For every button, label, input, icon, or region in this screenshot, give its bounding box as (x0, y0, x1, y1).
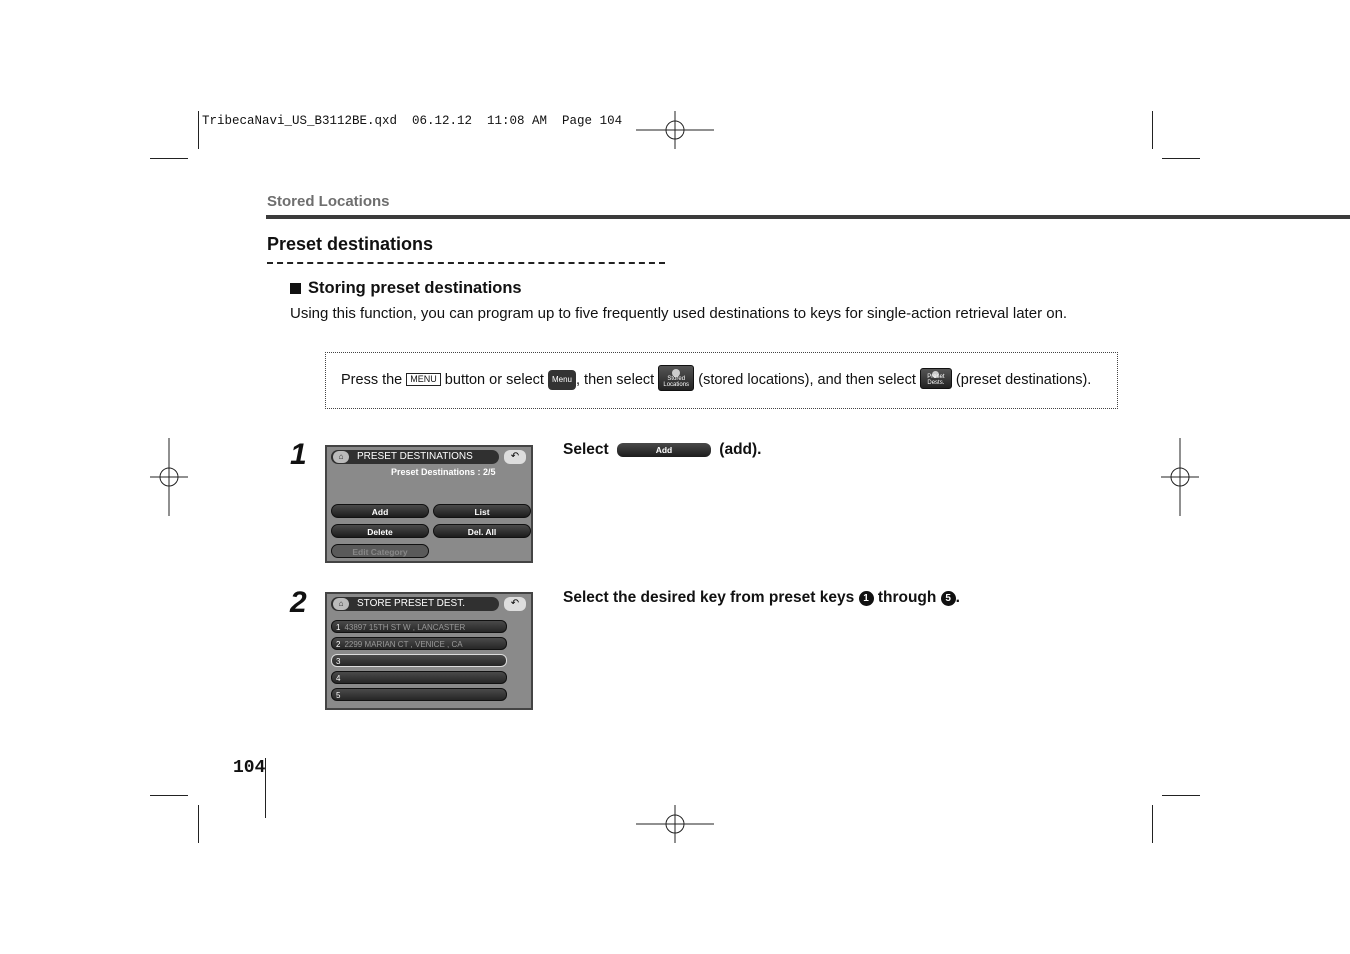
registration-mark-top (636, 91, 714, 169)
screen-title: PRESET DESTINATIONS (331, 450, 499, 464)
preset-key-row[interactable]: 5 (331, 688, 507, 701)
crop-mark (150, 795, 188, 796)
page-title: Preset destinations (267, 234, 434, 254)
step-text-part: Select the desired key from preset keys (563, 589, 859, 606)
screen-title: STORE PRESET DEST. (331, 597, 499, 611)
menu-key-icon: MENU (406, 373, 441, 386)
screen-preset-destinations (325, 445, 533, 563)
circled-number-icon: 1 (859, 591, 874, 606)
subheading-text: Storing preset destinations (308, 279, 522, 297)
screen-subtitle: Preset Destinations : 2/5 (391, 467, 496, 477)
crop-mark (1162, 158, 1200, 159)
preset-dests-icon: Preset Dests. (920, 368, 952, 389)
stored-locations-icon: Stored Locations (658, 365, 694, 391)
step-number: 1 (290, 438, 307, 471)
step-2-text (563, 589, 960, 607)
circled-number-icon: 5 (941, 591, 956, 606)
step-text-part: Select (563, 441, 613, 458)
note-text (341, 365, 1101, 391)
page-number: 104 (233, 758, 266, 778)
registration-mark-left (130, 438, 208, 516)
home-icon[interactable]: ⌂ (333, 598, 349, 610)
section-rule (266, 215, 1350, 219)
home-icon[interactable]: ⌂ (333, 451, 349, 463)
intro-paragraph: Using this function, you can program up to five frequently used destinations to keys for single-action retrieval later on. (290, 305, 1068, 322)
step-text-part: through (873, 589, 941, 606)
list-button[interactable]: List (433, 504, 531, 518)
crop-mark (1162, 795, 1200, 796)
note-text-part: (stored locations), and then select (694, 372, 920, 388)
menu-button-icon: Menu (548, 370, 576, 390)
section-header: Stored Locations (267, 193, 390, 210)
add-button[interactable]: Add (331, 504, 429, 518)
note-text-part: Press the (341, 372, 407, 388)
step-text-part: . (955, 589, 960, 606)
crop-mark (1152, 805, 1153, 843)
back-icon[interactable]: ↶ (504, 450, 526, 464)
delete-button[interactable]: Delete (331, 524, 429, 538)
note-text-part: , then select (576, 372, 659, 388)
registration-mark-bottom (636, 785, 714, 863)
crop-mark (198, 805, 199, 843)
step-number: 2 (290, 586, 307, 619)
note-text-part: button or select (440, 372, 548, 388)
step-text-part: (add). (714, 441, 762, 458)
screen-store-preset-dest (325, 592, 533, 710)
add-button-icon: Add (617, 443, 711, 457)
square-bullet-icon (290, 283, 301, 294)
registration-mark-right (1141, 438, 1219, 516)
page-number-rule (265, 758, 266, 818)
subheading (290, 279, 522, 298)
crop-mark (150, 158, 188, 159)
step-1-text (563, 441, 761, 459)
note-text-part: (preset destinations). (951, 372, 1092, 388)
preset-key-row[interactable]: 3 (331, 654, 507, 667)
delete-all-button[interactable]: Del. All (433, 524, 531, 538)
edit-category-button: Edit Category (331, 544, 429, 558)
crop-mark (1152, 111, 1153, 149)
crop-mark (198, 111, 199, 149)
instruction-note (325, 352, 1118, 409)
preset-key-row[interactable]: 1 43897 15TH ST W , LANCASTER (331, 620, 507, 633)
title-rule (267, 262, 665, 264)
file-info: TribecaNavi_US_B3112BE.qxd 06.12.12 11:08 AM Page 104 (202, 114, 623, 128)
back-icon[interactable]: ↶ (504, 597, 526, 611)
preset-key-row[interactable]: 4 (331, 671, 507, 684)
preset-key-row[interactable]: 2 2299 MARIAN CT , VENICE , CA (331, 637, 507, 650)
